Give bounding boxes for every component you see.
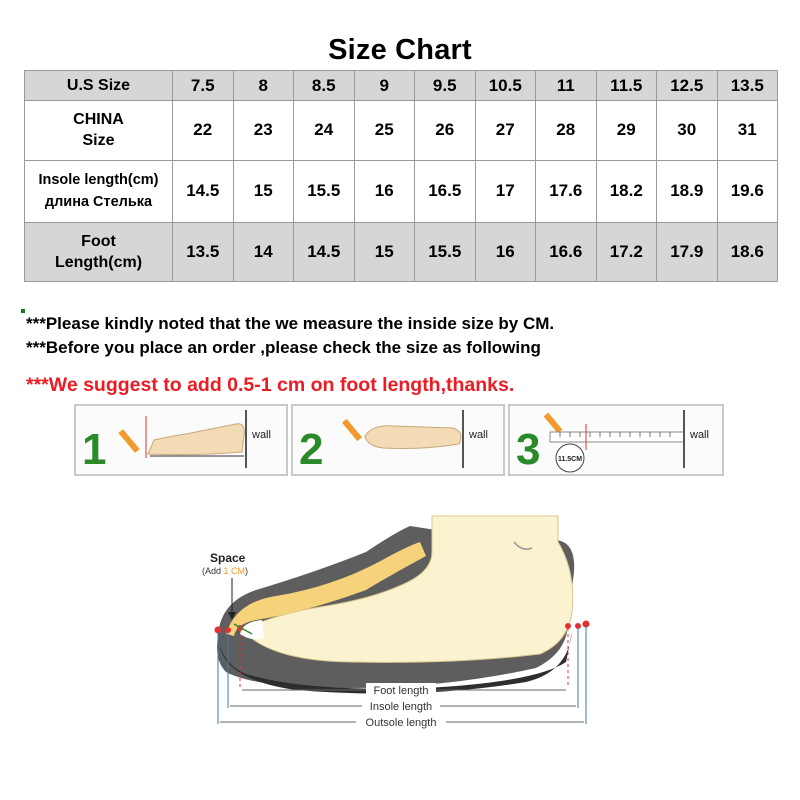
step-number: 2 <box>299 425 324 474</box>
step-2-panel <box>291 404 505 476</box>
measurement-steps <box>74 404 724 472</box>
table-cell: 17.9 <box>657 222 718 281</box>
table-cell: 14.5 <box>173 160 234 222</box>
table-cell: 13.5 <box>173 222 234 281</box>
table-cell: 11 <box>536 71 597 101</box>
insole-length-label: Insole length <box>369 701 433 713</box>
table-cell: 16 <box>475 222 536 281</box>
table-row-us-size <box>25 71 778 101</box>
table-row-foot-length <box>25 222 778 281</box>
table-cell: 11.5 <box>596 71 657 101</box>
space-label: Space <box>210 551 246 565</box>
add-label: (Add 1 CM) <box>202 566 249 576</box>
table-cell: 23 <box>233 101 294 160</box>
table-cell: 27 <box>475 101 536 160</box>
table-cell: 28 <box>536 101 597 160</box>
table-cell: 15 <box>354 222 415 281</box>
table-cell: 9.5 <box>415 71 476 101</box>
table-cell: 19.6 <box>717 160 778 222</box>
table-cell: 14 <box>233 222 294 281</box>
table-cell: 15.5 <box>294 160 355 222</box>
foot-icon <box>148 424 244 455</box>
table-cell: 8 <box>233 71 294 101</box>
table-cell: 8.5 <box>294 71 355 101</box>
note-suggest-add: ***We suggest to add 0.5-1 cm on foot length,thanks. <box>26 374 515 396</box>
step-1-panel <box>74 404 288 476</box>
table-cell: 16.5 <box>415 160 476 222</box>
step-number: 3 <box>516 425 541 474</box>
table-cell: 17.2 <box>596 222 657 281</box>
table-cell: 26 <box>415 101 476 160</box>
shoe-illustration <box>196 512 606 740</box>
pencil-icon <box>342 419 362 441</box>
shoe-diagram <box>196 512 606 740</box>
table-cell: 25 <box>354 101 415 160</box>
step-number: 1 <box>82 425 107 474</box>
row-header: CHINA Size <box>25 101 173 160</box>
step-3-illustration <box>510 406 722 474</box>
table-cell: 16.6 <box>536 222 597 281</box>
table-row-insole-length <box>25 160 778 222</box>
table-cell: 14.5 <box>294 222 355 281</box>
row-header: Insole length(cm) длина Стелька <box>25 160 173 222</box>
table-row-china-size <box>25 101 778 160</box>
foot-icon <box>365 426 461 449</box>
table-cell: 24 <box>294 101 355 160</box>
step-2-illustration <box>293 406 503 474</box>
table-cell: 13.5 <box>717 71 778 101</box>
svg-text:wall: wall <box>252 429 271 441</box>
step-1-illustration <box>76 406 286 474</box>
table-cell: 17 <box>475 160 536 222</box>
foot-length-label: Foot length <box>373 685 429 697</box>
pencil-icon <box>544 413 563 434</box>
table-cell: 29 <box>596 101 657 160</box>
table-cell: 31 <box>717 101 778 160</box>
row-header: Foot Length(cm) <box>25 222 173 281</box>
page-title: Size Chart <box>328 34 472 66</box>
size-chart-table <box>24 70 778 282</box>
table-cell: 15.5 <box>415 222 476 281</box>
outsole-length-label: Outsole length <box>365 717 437 729</box>
svg-text:wall: wall <box>469 429 488 441</box>
note-check-size: ***Before you place an order ,please check the size as following <box>26 338 541 357</box>
svg-text:wall: wall <box>690 429 709 441</box>
table-cell: 22 <box>173 101 234 160</box>
table-cell: 18.6 <box>717 222 778 281</box>
note-measure-inside: ***Please kindly noted that the we measure the inside size by CM. <box>26 314 555 333</box>
step-3-panel <box>508 404 724 476</box>
svg-text:11.5CM: 11.5CM <box>557 456 583 463</box>
row-header: U.S Size <box>25 71 173 101</box>
table-cell: 12.5 <box>657 71 718 101</box>
table-cell: 15 <box>233 160 294 222</box>
table-cell: 30 <box>657 101 718 160</box>
table-cell: 7.5 <box>173 71 234 101</box>
table-cell: 9 <box>354 71 415 101</box>
table-cell: 17.6 <box>536 160 597 222</box>
table-cell: 18.2 <box>596 160 657 222</box>
decorative-mark <box>21 309 25 313</box>
table-cell: 16 <box>354 160 415 222</box>
pencil-icon <box>118 429 139 453</box>
table-cell: 18.9 <box>657 160 718 222</box>
table-cell: 10.5 <box>475 71 536 101</box>
